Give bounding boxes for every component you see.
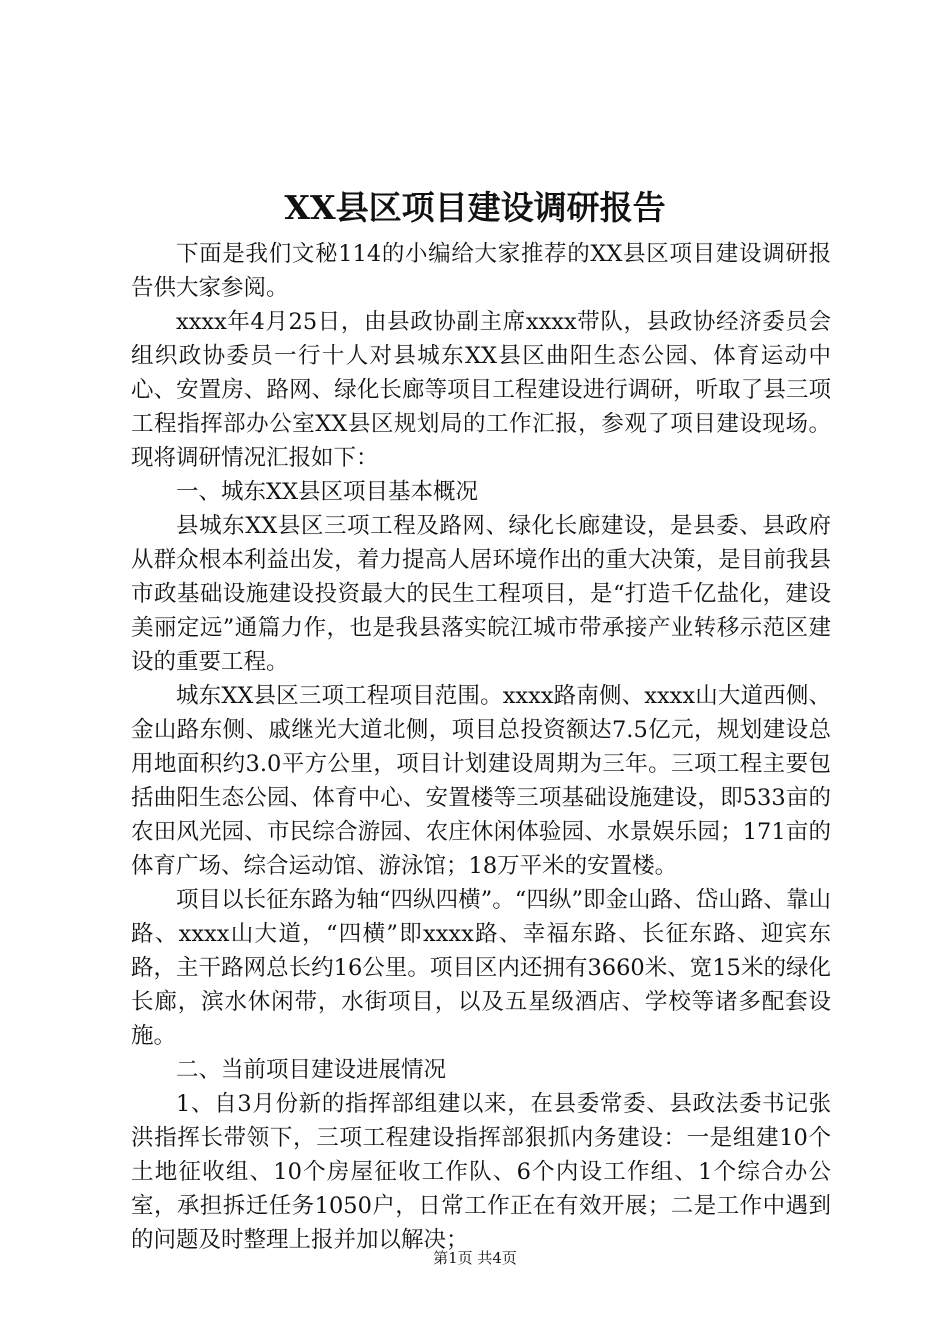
- section-heading-2: 二、当前项目建设进展情况: [176, 1057, 447, 1083]
- paragraph-scope: 城东XX县区三项工程项目范围。xxxx路南侧、xxxx山大道西侧、金山路东侧、戚继光大道北侧，项目总投资额达7.5亿元，规划建设总用地面积约3.0平方公里，项目计划建设周期为三年。三项工程主要包括曲阳生态公园、体育中心、安置楼等三项基础设施建设，即533亩的农田风光园、市民综合游园、农庄休闲体验园、水景娱乐园；171亩的体育广场、综合运动馆、游泳馆；18万平米的安置楼。: [131, 683, 831, 879]
- section-heading-1: 一、城东XX县区项目基本概况: [176, 479, 479, 505]
- document-body: [131, 237, 831, 1257]
- paragraph-road-network: 项目以长征东路为轴“四纵四横”。“四纵”即金山路、岱山路、靠山路、xxxx山大道，“四横”即xxxx路、幸福东路、长征东路、迎宾东路，主干路网总长约16公里。项目区内还拥有3660米、宽15米的绿化长廊，滨水休闲带，水街项目，以及五星级酒店、学校等诸多配套设施。: [131, 887, 831, 1049]
- paragraph-intro: 下面是我们文秘114的小编给大家推荐的XX县区项目建设调研报告供大家参阅。: [131, 241, 831, 301]
- paragraph-background: xxxx年4月25日，由县政协副主席xxxx带队，县政协经济委员会组织政协委员一行十人对县城东XX县区曲阳生态公园、体育运动中心、安置房、路网、绿化长廊等项目工程建设进行调研，听取了县三项工程指挥部办公室XX县区规划局的工作汇报，参观了项目建设现场。现将调研情况汇报如下：: [131, 309, 831, 471]
- paragraph-overview: 县城东XX县区三项工程及路网、绿化长廊建设，是县委、县政府从群众根本利益出发，着力提高人居环境作出的重大决策，是目前我县市政基础设施建设投资最大的民生工程项目，是“打造千亿盐化，建设美丽定远”通篇力作，也是我县落实皖江城市带承接产业转移示范区建设的重要工程。: [131, 513, 831, 675]
- paragraph-progress: 1、自3月份新的指挥部组建以来，在县委常委、县政法委书记张洪指挥长带领下，三项工程建设指挥部狠抓内务建设：一是组建10个土地征收组、10个房屋征收工作队、6个内设工作组、1个综合办公室，承担拆迁任务1050户，日常工作正在有效开展；二是工作中遇到的问题及时整理上报并加以解决；: [131, 1091, 831, 1253]
- page-number-footer: 第1页 共4页: [433, 1249, 517, 1267]
- document-title: XX县区项目建设调研报告: [284, 188, 666, 227]
